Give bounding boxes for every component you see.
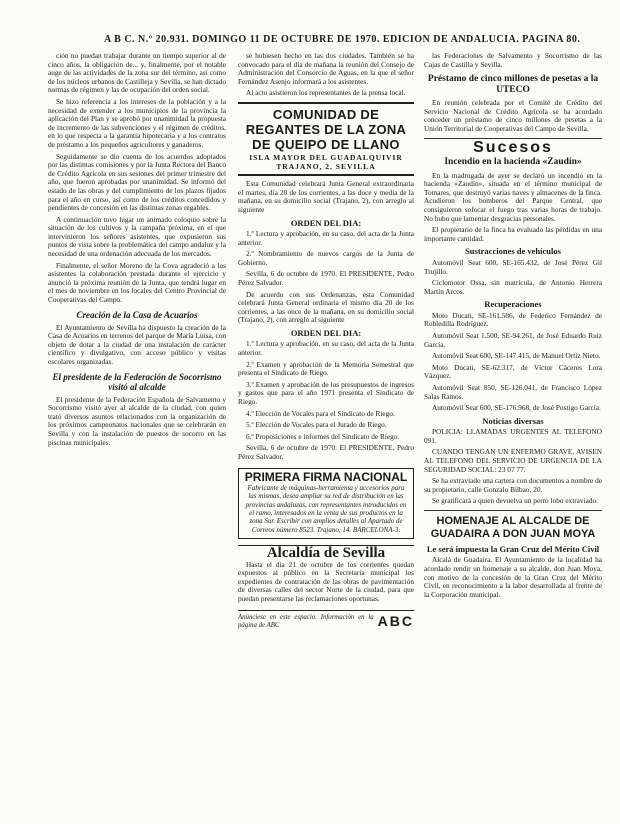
list-item: Se gratificará a quien devuelva un perro lobo extraviado. bbox=[432, 496, 598, 506]
column-1 bbox=[48, 52, 226, 822]
abc-ad-strip bbox=[238, 610, 414, 630]
list-item: Automóvil Seat 850, SE-126.041, de Francisco López Salas Ramos. bbox=[424, 382, 602, 401]
headline-homenaje: HOMENAJE AL ALCALDE DE GUADAIRA A DON JUAN MOYA bbox=[430, 514, 596, 540]
headline-prestamo: Préstamo de cinco millones de pesetas a la UTECO bbox=[427, 74, 599, 95]
classified-ad-box bbox=[238, 468, 414, 539]
list-item: CUANDO TENGAN UN ENFERMO GRAVE, AVISEN AL TELEFONO DEL SERVICIO DE URGENCIA DE LA SEGURIDAD SOCIAL: 23 07 77. bbox=[424, 447, 602, 474]
list-item: Automóvil Seat 600, SE-165.432, de José Pérez Gil Trujillo. bbox=[424, 257, 602, 276]
headline-socorrismo: El presidente de la Federación de Socorrismo visitó al alcalde bbox=[52, 371, 222, 392]
divider bbox=[424, 510, 602, 511]
notice-signature: Sevilla, 6 de octubre de 1970. El PRESIDENTE, Pedro Pérez Salvador. bbox=[238, 269, 414, 287]
notice-item: 5.º Elección de Vocales para el Jurado de Riego. bbox=[246, 420, 387, 430]
notice-item: 1.º Lectura y aprobación, en su caso, del acta de la Junta anterior. bbox=[238, 339, 414, 358]
subhead-recuperaciones: Recuperaciones bbox=[484, 299, 542, 310]
article-paragraph: Se hizo referencia a los intereses de la población y a la necesidad de extender a los municipios de la provincia la aplicación del Plan y se aprobó por unanimidad la propuesta de incremento de las subvenciones y el régimen de créditos, en lo que respecta a la garantía hipotecaria y a los contratos de préstamo a los pequeños agricultores y ganaderos. bbox=[48, 96, 226, 149]
list-item: Moto Ducati, SE-161.586, de Federico Fernández de Robledilla Rodríguez. bbox=[424, 310, 602, 329]
article-paragraph: El presidente de la Federación Española de Salvamento y Socorrismo visitó ayer al alcalde de la ciudad, con quien trató diversos asuntos relacionados con la organización de los próximos campeonatos nacionales que se celebrarán en Sevilla y con la instalación de puestos de socorro en las piscinas municipales. bbox=[48, 394, 226, 447]
orden-del-dia: ORDEN DEL DIA: bbox=[290, 327, 362, 338]
article-paragraph: ción no puedan trabajar durante un tiempo superior al de cinco años, la obligación de... y, finalmente, por el notable auge de las actividades de la zona sur del término, así como de los núcleos urbanos de Castilleja y Sevilla, se han dictado normas de régimen y las de ocupación del orden social. bbox=[48, 52, 226, 95]
article-paragraph: Finalmente, el señor Moreno de la Cova agradeció a los asistentes la colaboración prestada durante el ejercicio y anunció la próxima reunión de la Junta, que tendrá lugar en el mes de noviembre en los locales del Centro Provincial de Cooperativas del Campo. bbox=[48, 260, 226, 305]
regantes-subtitle: ISLA MAYOR DEL GUADALQUIVIR TRAJANO, 2. SEVILLA bbox=[249, 152, 403, 171]
column-3 bbox=[424, 52, 602, 822]
article-paragraph: Seguidamente se dio cuenta de los acuerdos adoptados por las distintas comisiones y por la Junta Rectora del Banco de Crédito Agrícola en sus sesiones del primer trimestre del año, que fueron aprobadas por unanimidad. Se informó del estado de las obras y del cumplimiento de los plazos fijados para el año en curso, así como de los créditos concedidos y pendientes de concesión en las distintas zonas regables. bbox=[48, 151, 226, 213]
subhead-gran-cruz: Le será impuesta la Gran Cruz del Mérito Civil bbox=[426, 543, 600, 554]
headline-acuarios: Creación de la Casa de Acuarios bbox=[76, 309, 198, 320]
article-paragraph: En reunión celebrada por el Comité de Crédito del Servicio Nacional de Crédito Agrícola se ha acordado conceder un préstamo de cinco millones de pesetas a la Unión Territorial de Cooperativas del Campo de Sevilla. bbox=[424, 98, 602, 133]
headline-incendio: Incendio en la hacienda «Zaudín» bbox=[444, 157, 582, 168]
abc-ad-text: Anúnciese en este espacio. Información en la página de ABC bbox=[238, 613, 374, 629]
article-paragraph: A continuación tuvo lugar un animado coloquio sobre la situación de los cultivos y la campaña próxima, en el que intervinieron los señores asistentes, que expusieron sus puntos de vista sobre la problemática del campo andaluz y la necesidad de una ordenación adecuada de los mercados. bbox=[48, 214, 226, 259]
notice-paragraph: De acuerdo con sus Ordenanzas, esta Comunidad celebrará Junta General ordinaria el mismo día 20 de los corrientes, a las once de la mañana, en su domicilio social (Trajano, 2), con arreglo al siguiente bbox=[238, 289, 414, 325]
notice-item: 1.º Lectura y aprobación, en su caso, del acta de la Junta anterior. bbox=[238, 229, 414, 247]
article-paragraph: El Ayuntamiento de Sevilla ha dispuesto la creación de la Casa de Acuarios en terrenos del parque de María Luisa, con objeto de dotar a la ciudad de una instalación de carácter científico y divulgativo, con acceso público y visitas escolares organizadas. bbox=[48, 322, 226, 366]
article-paragraph: Alcalá de Guadaira. El Ayuntamiento de la localidad ha acordado rendir un homenaje a su alcalde, don Juan Moya, con motivo de la concesión de la Gran Cruz del Mérito Civil, en reconocimiento a la labor desarrollada al frente de la Corporación municipal. bbox=[424, 555, 602, 599]
notice-item: 2.º Nombramiento de nuevos cargos de la Junta de Gobierno. bbox=[238, 249, 414, 267]
article-paragraph: Al acto asistieron los representantes de la prensa local. bbox=[246, 88, 406, 98]
article-paragraph: El propietario de la finca ha evaluado las pérdidas en una importante cantidad. bbox=[424, 225, 602, 243]
notice-paragraph: Esta Comunidad celebrará Junta General extraordinaria el martes, día 20 de los corrientes, a las doce y media de la mañana, en su domicilio social (Trajano, 2), con arreglo al siguiente bbox=[238, 179, 414, 214]
article-paragraph: se hubiesen hecho en las dos ciudades. También se ha convocado para el día de mañana la reunión del Consejo de Administración del Consorcio de Aguas, en la que el señor Fernández Asenjo informará a los asistentes. bbox=[238, 52, 414, 86]
notice-item: 6.º Proposiciones e informes del Sindicato de Riego. bbox=[246, 431, 400, 441]
list-item: Automóvil Seat 1.500, SE-94.261, de José Eduardo Ruiz García. bbox=[424, 330, 602, 349]
abc-logo: ABC bbox=[377, 613, 414, 630]
notice-item: 2.º Examen y aprobación de la Memoria Semestral que presenta el Sindicato de Riego. bbox=[238, 359, 414, 378]
list-item: Ciclomotor Ossa, sin matrícula, de Antonio Herrera Martín Arcos. bbox=[424, 278, 602, 296]
article-paragraph: las Federaciones de Salvamento y Socorrismo de las Cajas de Castilla y Sevilla. bbox=[424, 52, 602, 69]
list-item: POLICIA: LLAMADAS URGENTES AL TELEFONO 091. bbox=[424, 427, 602, 445]
alcaldia-title: Alcaldía de Sevilla bbox=[238, 545, 414, 558]
notice-item: 4.º Elección de Vocales para el Sindicato de Riego. bbox=[246, 408, 395, 418]
article-paragraph: Hasta el día 21 de octubre de los corrientes quedan expuestos al público en la Secretaría municipal los expedientes de contratación de las obras de pavimentación de diversas calles del sector Norte de la ciudad, para que puedan presentarse las reclamaciones oportunas. bbox=[238, 559, 414, 603]
article-paragraph: En la madrugada de ayer se declaró un incendio en la hacienda «Zaudín», situada en el término municipal de Tomares, que destruyó varias naves y almacenes de la finca. Acudieron los bomberos del Parque Central, que consiguieron sofocar el fuego tras varias horas de trabajo. No hubo que lamentar desgracias personales. bbox=[424, 170, 602, 223]
notice-signature: Sevilla, 6 de octubre de 1970. El PRESIDENTE, Pedro Pérez Salvador. bbox=[238, 443, 414, 461]
ad-body: Fabricante de máquinas-herramienta y accesorios para las mismas, desea ampliar su red de distribución en las provincias andaluzas, con representantes introducidos en el ramo, interesados en la venta de sus productos en la zona Sur. Escribir con amplios detalles al Apartado de Correos número 8523. Trajano, 14. BARCELONA-3. bbox=[245, 484, 407, 534]
regantes-notice-title bbox=[238, 102, 414, 176]
list-item: Automóvil Seat 600, SE-147.415, de Manuel Ortiz Nieto. bbox=[432, 351, 601, 361]
regantes-title: COMUNIDAD DE REGANTES DE LA ZONA DE QUEIPO DE LLANO bbox=[245, 106, 407, 152]
subhead-sustracciones: Sustracciones de vehículos bbox=[465, 246, 561, 257]
subhead-noticias: Noticias diversas bbox=[482, 415, 544, 426]
column-2 bbox=[238, 52, 414, 822]
notice-item: 3.º Examen y aprobación de los presupuestos de ingresos y gastos que para el año 1971 presenta el Sindicato de Riego. bbox=[238, 379, 414, 407]
list-item: Moto Ducati, SE-62.317, de Víctor Cáceres Lora Vázquez. bbox=[424, 362, 602, 381]
orden-del-dia: ORDEN DEL DIA: bbox=[290, 217, 362, 228]
list-item: Automóvil Seat 600, SE-176.968, de José Postigo García. bbox=[432, 403, 601, 413]
page-header: A B C. N.º 20.931. DOMINGO 11 DE OCTUBRE DE 1970. EDICION DE ANDALUCIA. PAGINA 80. bbox=[104, 34, 581, 45]
sucesos-title: Sucesos bbox=[473, 138, 553, 156]
list-item: Se ha extraviado una cartera con documentos a nombre de su propietario, calle Gonzalo Bilbao, 20. bbox=[424, 476, 602, 494]
ad-title: PRIMERA FIRMA NACIONAL bbox=[244, 469, 408, 484]
